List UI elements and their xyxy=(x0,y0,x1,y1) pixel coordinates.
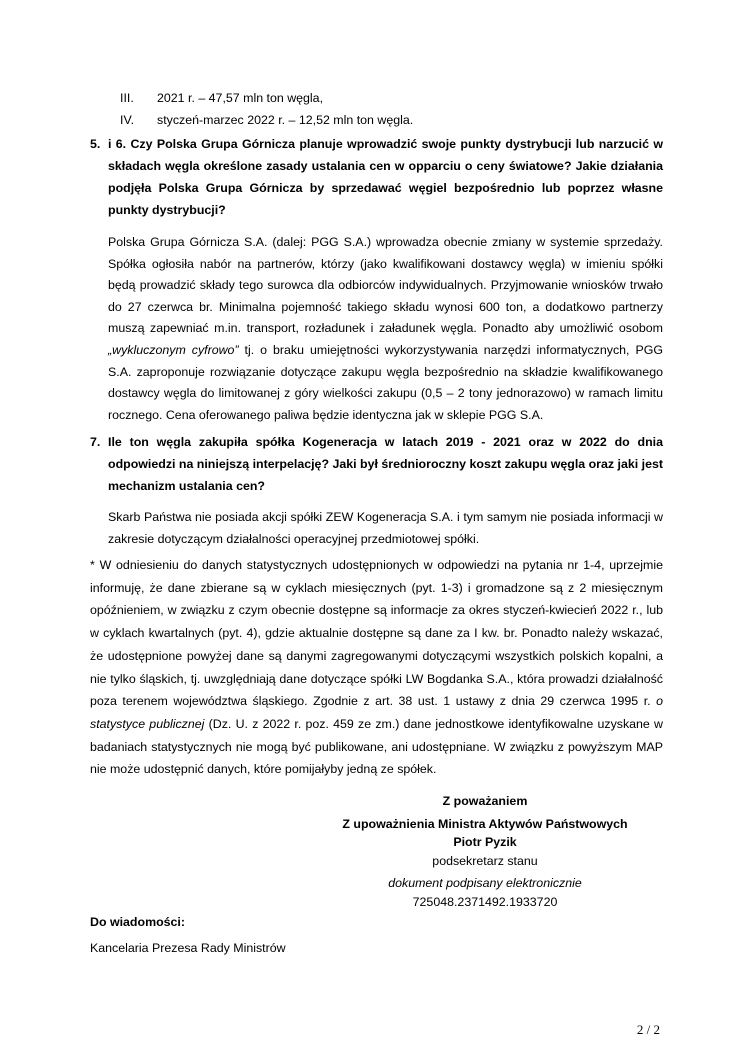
answer-5-part-a: Polska Grupa Górnicza S.A. (dalej: PGG S.A.) wprowadza obecnie zmiany w systemie sprzedaży. Spółka ogłosiła nabór na partnerów, którzy (jako kwalifikowani dostawcy węgla) w imieniu spółki będą prowadzić składy tego surowca dla odbiorców indywidualnych. Przyjmowanie wniosków trwało do 27 czerwca br. Minimalna pojemność takiego składu wynosi 600 ton, a dodatkowo partnerzy muszą zapewniać m.in. transport, rozładunek i załadunek węgla. Ponadto aby umożliwić osobom xyxy=(108,235,663,336)
question-5-text: i 6. Czy Polska Grupa Górnicza planuje wprowadzić swoje punkty dystrybucji lub narzucić w składach węgla określone zasady ustalania cen w opparciu o ceny światowe? Jakie działania podjęła Polska Grupa Górnicza by sprzedawać węgiel bezpośrednio lub poprzez własne punkty dystrybucji? xyxy=(108,137,663,217)
authority: Z upoważnienia Ministra Aktywów Państwowych xyxy=(342,816,628,831)
signatory-name: Piotr Pyzik xyxy=(453,835,517,849)
page-number: 2 / 2 xyxy=(636,1022,660,1037)
question-5-number: 5. xyxy=(90,137,101,151)
cc-title: Do wiadomości: xyxy=(90,915,186,929)
cc-item: Kancelaria Prezesa Rady Ministrów xyxy=(90,941,286,955)
signature-block xyxy=(325,792,645,911)
answer-5-part-b: tj. o braku umiejętności wykorzystywania narzędzi informatycznych, PGG S.A. zaproponuje rozwiązanie dotyczące zakupu węgla bezpośrednio na składzie kwalifikowanego dostawcy węgla do limitowanej z góry wielkości zakupu (0,5 – 2 tony jednorazowo) w ramach limitu rocznego. Cena oferowanego paliwa będzie identyczna jak w sklepie PGG S.A. xyxy=(108,342,663,422)
answer-7: Skarb Państwa nie posiada akcji spółki ZEW Kogeneracja S.A. i tym samym nie posiada informacji w zakresie dotyczącym działalności operacyjnej przedmiotowej spółki. xyxy=(108,510,663,546)
document-id: 725048.2371492.1933720 xyxy=(412,894,558,909)
list-number: IV. xyxy=(120,113,135,127)
question-7-text: Ile ton węgla zakupiła spółka Kogeneracja w latach 2019 - 2021 oraz w 2022 do dnia odpowiedzi na niniejszą interpelację? Jaki był średnioroczny koszt zakupu węgla oraz jaki jest mechanizm ustalania cen? xyxy=(108,435,663,493)
signed-note: dokument podpisany elektronicznie xyxy=(388,876,582,890)
footnote-italic: o statystyce publicznej xyxy=(90,694,663,731)
footnote-part-a: * W odniesieniu do danych statystycznych udostępnionych w odpowiedzi na pytania nr 1-4, uprzejmie informuję, że dane zbierane są w cyklach miesięcznych (pyt. 1-3) i gromadzone są z 2 miesięcznym opóźnieniem, w związku z czym obecnie dostępne są informacje za okres styczeń-kwiecień 2022 r., lub w cyklach kwartalnych (pyt. 4), gdzie aktualnie dostępne są dane za I kw. br. Ponadto należy wskazać, że udostępnione powyżej dane są danymi zagregowanymi dotyczącymi wszystkich polskich kopalni, a nie tylko śląskich, tj. uwzględniają dane dotyczące spółki LW Bogdanka S.A., która prowadzi działalność poza terenem województwa śląskiego. Zgodnie z art. 38 ust. 1 ustawy z dnia 29 czerwca 1995 r. xyxy=(90,558,663,709)
footnote-part-b: (Dz. U. z 2022 r. poz. 459 ze zm.) dane jednostkowe identyfikowalne uzyskane w badaniach statystycznych nie mogą być publikowane, ani udostępniane. W związku z powyższym MAP nie może udostępnić danych, które pomijałyby jedną ze spółek. xyxy=(90,716,663,777)
signatory-position: podsekretarz stanu xyxy=(432,853,538,868)
list-number: III. xyxy=(120,91,134,105)
footnote xyxy=(90,554,663,781)
answer-5 xyxy=(108,232,663,426)
list-text: styczeń-marzec 2022 r. – 12,52 mln ton węgla. xyxy=(157,113,414,127)
question-7-number: 7. xyxy=(90,435,101,449)
list-text: 2021 r. – 47,57 mln ton węgla, xyxy=(157,91,324,105)
answer-5-italic: „wykluczonym cyfrowo” xyxy=(108,342,239,357)
regards: Z poważaniem xyxy=(442,794,528,808)
